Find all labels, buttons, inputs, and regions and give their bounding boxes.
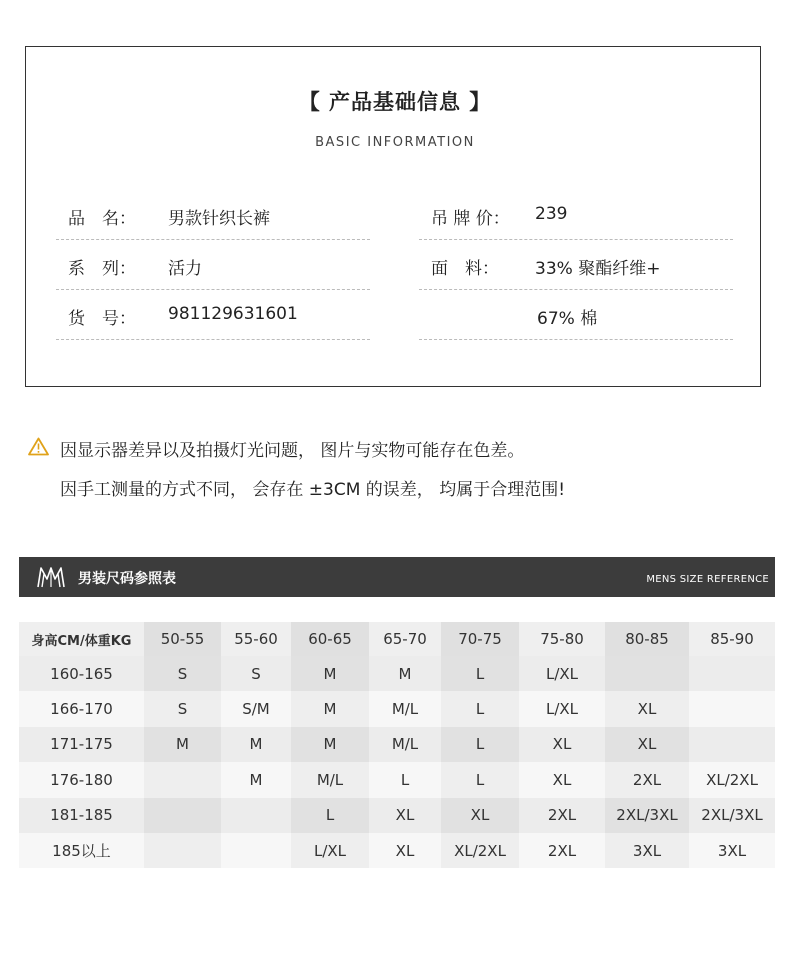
size-cell	[689, 727, 775, 762]
size-cell: S	[144, 691, 221, 726]
height-cell: 166-170	[19, 691, 144, 726]
height-cell: 185以上	[19, 833, 144, 868]
size-cell	[689, 691, 775, 726]
table-row	[19, 798, 775, 833]
size-cell: 2XL/3XL	[605, 798, 689, 833]
size-chart-table	[19, 622, 775, 868]
size-cell: 2XL	[605, 762, 689, 797]
corner-label: 身高CM/体重KG	[19, 622, 144, 656]
series-value: 活力	[168, 259, 202, 279]
material-value-line1: 33% 聚酯纤维+	[535, 259, 661, 279]
size-cell: 3XL	[605, 833, 689, 868]
weight-header: 65-70	[369, 622, 441, 656]
weight-header: 55-60	[221, 622, 291, 656]
height-cell: 171-175	[19, 727, 144, 762]
weight-header: 70-75	[441, 622, 519, 656]
info-row-material-cont	[419, 290, 733, 340]
notice-line-1: 因显示器差异以及拍摄灯光问题， 图片与实物可能存在色差。	[60, 441, 525, 461]
notice-line-2: 因手工测量的方式不同， 会存在 ±3CM 的误差， 均属于合理范围!	[60, 480, 566, 500]
weight-header: 50-55	[144, 622, 221, 656]
info-row-price	[419, 190, 733, 240]
size-cell: L	[291, 798, 369, 833]
size-cell: M	[291, 691, 369, 726]
name-label: 品 名：	[68, 209, 136, 229]
size-cell: 2XL/3XL	[689, 798, 775, 833]
size-cell: S/M	[221, 691, 291, 726]
size-cell: L	[369, 762, 441, 797]
info-row-material	[419, 240, 733, 290]
size-cell	[221, 798, 291, 833]
size-cell: S	[221, 656, 291, 691]
info-row-sku	[56, 290, 370, 340]
price-label: 吊 牌 价：	[431, 209, 510, 229]
sku-label: 货 号：	[68, 309, 136, 329]
size-cell: S	[144, 656, 221, 691]
size-cell: XL	[441, 798, 519, 833]
table-row	[19, 691, 775, 726]
basic-info-subtitle: BASIC INFORMATION	[315, 135, 475, 150]
height-cell: 181-185	[19, 798, 144, 833]
size-cell: M	[221, 762, 291, 797]
weight-header: 85-90	[689, 622, 775, 656]
weight-header: 60-65	[291, 622, 369, 656]
size-cell: L/XL	[519, 656, 605, 691]
table-row	[19, 656, 775, 691]
sku-value: 981129631601	[168, 304, 298, 324]
table-row	[19, 762, 775, 797]
size-cell: M	[291, 727, 369, 762]
basic-info-title: 【 产品基础信息 】	[298, 90, 492, 114]
table-row	[19, 727, 775, 762]
height-cell: 176-180	[19, 762, 144, 797]
height-cell: 160-165	[19, 656, 144, 691]
info-row-series	[56, 240, 370, 290]
size-cell	[144, 798, 221, 833]
size-cell: M	[221, 727, 291, 762]
size-chart-title: 男装尺码参照表	[78, 571, 176, 587]
material-label: 面 料：	[431, 259, 499, 279]
size-cell: M/L	[369, 727, 441, 762]
size-cell: XL	[605, 691, 689, 726]
series-label: 系 列：	[68, 259, 136, 279]
price-value: 239	[535, 204, 568, 224]
size-cell	[221, 833, 291, 868]
table-row	[19, 833, 775, 868]
size-chart-header	[19, 557, 775, 597]
size-cell: XL	[605, 727, 689, 762]
size-cell	[605, 656, 689, 691]
size-cell: M	[144, 727, 221, 762]
size-cell: XL	[369, 833, 441, 868]
size-cell: XL	[519, 727, 605, 762]
size-chart-subtitle: MENS SIZE REFERENCE	[646, 574, 769, 585]
weight-header: 75-80	[519, 622, 605, 656]
size-cell: XL/2XL	[441, 833, 519, 868]
weight-header: 80-85	[605, 622, 689, 656]
size-table-header-row	[19, 622, 775, 656]
size-cell	[689, 656, 775, 691]
size-cell: M	[369, 656, 441, 691]
size-cell: L	[441, 727, 519, 762]
size-cell: M/L	[369, 691, 441, 726]
size-cell: M/L	[291, 762, 369, 797]
size-cell: L	[441, 656, 519, 691]
size-cell: 3XL	[689, 833, 775, 868]
size-cell: XL	[519, 762, 605, 797]
size-cell: XL/2XL	[689, 762, 775, 797]
size-cell: XL	[369, 798, 441, 833]
size-cell: 2XL	[519, 798, 605, 833]
size-cell: M	[291, 656, 369, 691]
size-cell: L/XL	[291, 833, 369, 868]
size-cell: 2XL	[519, 833, 605, 868]
warning-triangle-icon	[28, 437, 49, 456]
size-cell	[144, 762, 221, 797]
material-value-line2: 67% 棉	[537, 309, 598, 329]
mens-logo-icon	[36, 565, 66, 589]
size-cell: L/XL	[519, 691, 605, 726]
info-row-name	[56, 190, 370, 240]
size-cell: L	[441, 762, 519, 797]
size-cell	[144, 833, 221, 868]
name-value: 男款针织长裤	[168, 209, 270, 229]
size-cell: L	[441, 691, 519, 726]
